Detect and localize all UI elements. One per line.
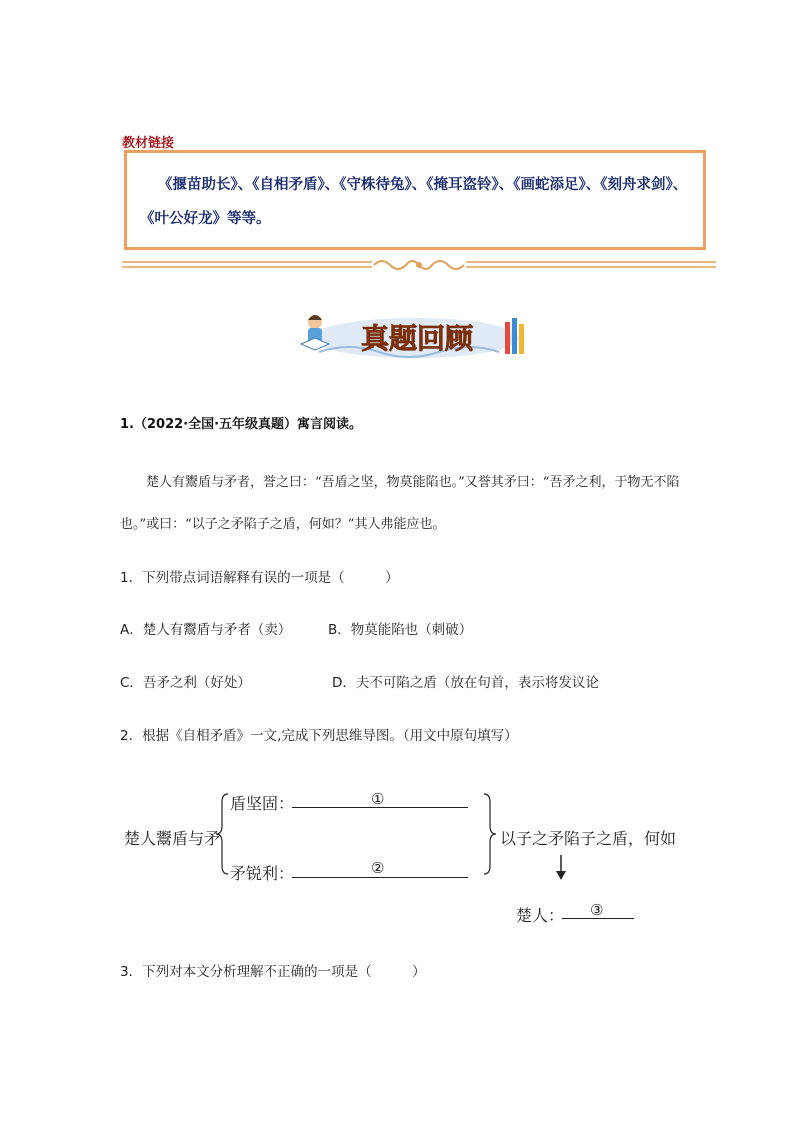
mindmap-result-label: 楚人： xyxy=(516,906,565,925)
blank-2-line xyxy=(292,877,468,878)
option-a: A．楚人有鬻盾与矛者（卖） xyxy=(120,622,292,638)
option-b: B．物莫能陷也（刺破） xyxy=(328,622,473,638)
mindmap-conclusion: 以子之矛陷子之盾，何如 xyxy=(500,829,677,848)
option-d: D．夫不可陷之盾（放在句首，表示将发议论 xyxy=(332,675,599,691)
subquestion-2: 2．根据《自相矛盾》一文,完成下列思维导图。（用文中原句填写） xyxy=(120,728,518,744)
option-c: C．吾矛之利（好处） xyxy=(120,675,251,691)
mindmap-branch-spear: 矛锐利： xyxy=(230,864,295,883)
mindmap-branch-shield: 盾坚固： xyxy=(230,794,295,813)
textbook-link-text: 《揠苗助长》、《自相矛盾》、《守株待兔》、《掩耳盗铃》、《画蛇添足》、《刻舟求剑》、《叶公好龙》等等。 xyxy=(140,177,688,227)
blank-3-number: ③ xyxy=(590,901,604,919)
question-title: 1.（2022·全国·五年级真题）寓言阅读。 xyxy=(120,417,363,432)
blank-2-number: ② xyxy=(371,859,385,877)
banner-title: 真题回顾 xyxy=(360,322,474,355)
blank-1-number: ① xyxy=(371,790,385,808)
section-label: 教材链接 xyxy=(122,136,175,151)
subquestion-3: 3．下列对本文分析理解不正确的一项是（ ） xyxy=(120,964,426,980)
mindmap-root: 楚人鬻盾与矛 xyxy=(124,829,221,848)
subquestion-1: 1．下列带点词语解释有误的一项是（ ） xyxy=(120,570,399,586)
right-brace xyxy=(484,794,496,874)
fable-passage: 楚人有鬻盾与矛者，誉之曰：“吾盾之坚，物莫能陷也。”又誉其矛曰：“吾矛之利，于物无不陷也。”或曰：“以子之矛陷子之盾，何如？”其人弗能应也。 xyxy=(120,475,680,532)
down-arrow-icon xyxy=(556,855,566,880)
